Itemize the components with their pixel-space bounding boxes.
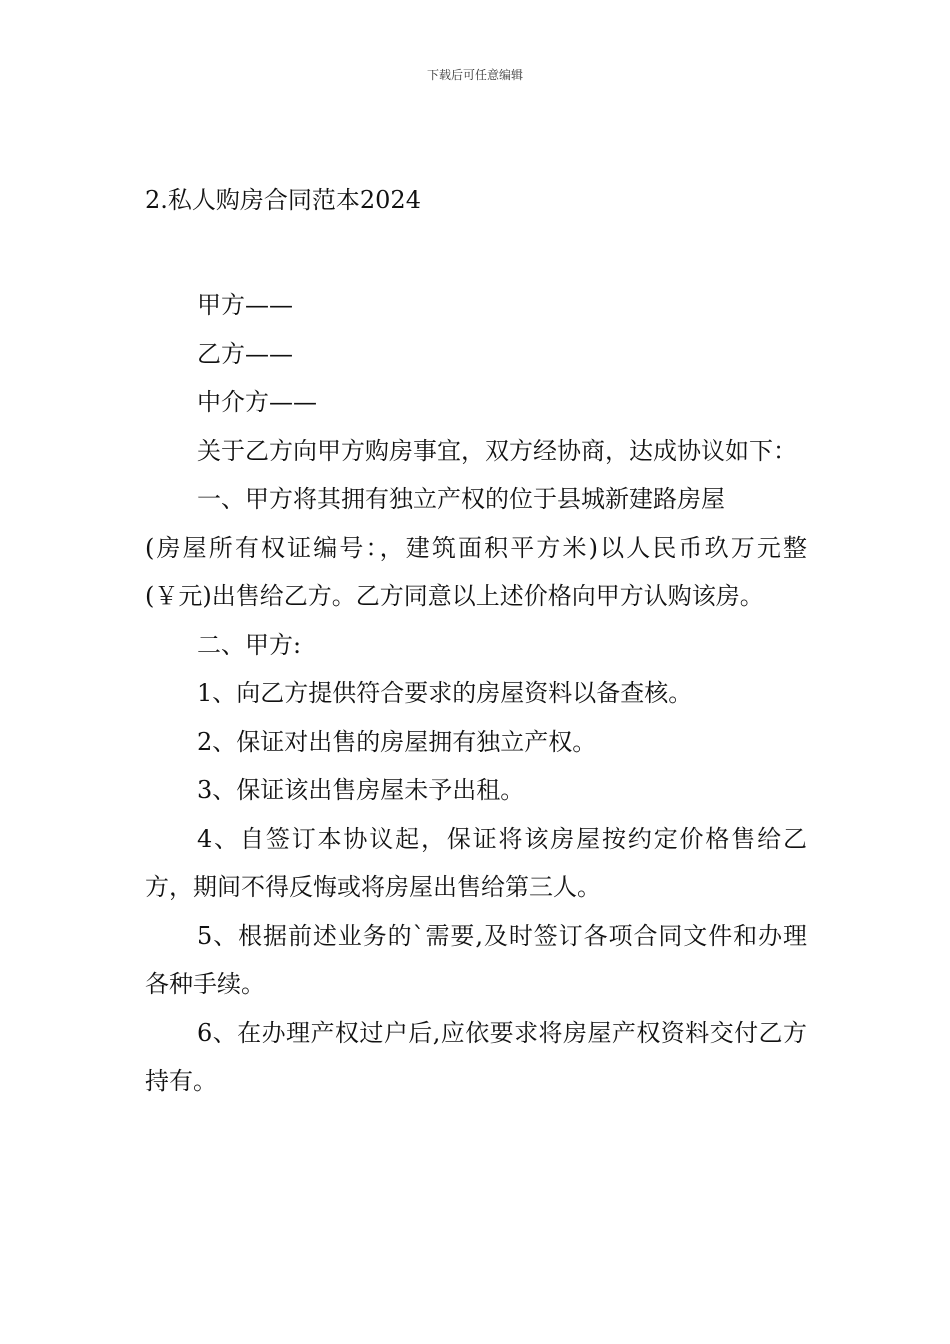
clause-item-5: 5、根据前述业务的`需要,及时签订各项合同文件和办理各种手续。 xyxy=(145,921,807,998)
document-body xyxy=(145,281,807,1106)
party-a-line: 甲方—— xyxy=(197,291,293,319)
party-b-line: 乙方—— xyxy=(197,339,293,368)
clause-item-4: 4、自签订本协议起，保证将该房屋按约定价格售给乙方，期间不得反悔或将房屋出售给第三人。 xyxy=(145,824,807,901)
document-title: 2.私人购房合同范本2024 xyxy=(145,186,421,214)
agreement-intro: 关于乙方向甲方购房事宜，双方经协商，达成协议如下： xyxy=(197,436,797,465)
page-header-note: 下载后可任意编辑 xyxy=(426,68,523,82)
clause-item-1: 1、向乙方提供符合要求的房屋资料以备查核。 xyxy=(197,679,693,707)
clause-one: 一、甲方将其拥有独立产权的位于县城新建路房屋 xyxy=(197,485,725,513)
agent-line: 中介方—— xyxy=(197,388,317,416)
clause-one-continued: (房屋所有权证编号：，建筑面积平方米)以人民币玖万元整(￥元)出售给乙方。乙方同意以上述价格向甲方认购该房。 xyxy=(145,533,807,610)
clause-item-2: 2、保证对出售的房屋拥有独立产权。 xyxy=(197,727,597,756)
clause-item-3: 3、保证该出售房屋未予出租。 xyxy=(197,776,525,804)
clause-item-6: 6、在办理产权过户后,应依要求将房屋产权资料交付乙方持有。 xyxy=(145,1018,807,1095)
clause-two-heading: 二、甲方: xyxy=(197,630,302,659)
